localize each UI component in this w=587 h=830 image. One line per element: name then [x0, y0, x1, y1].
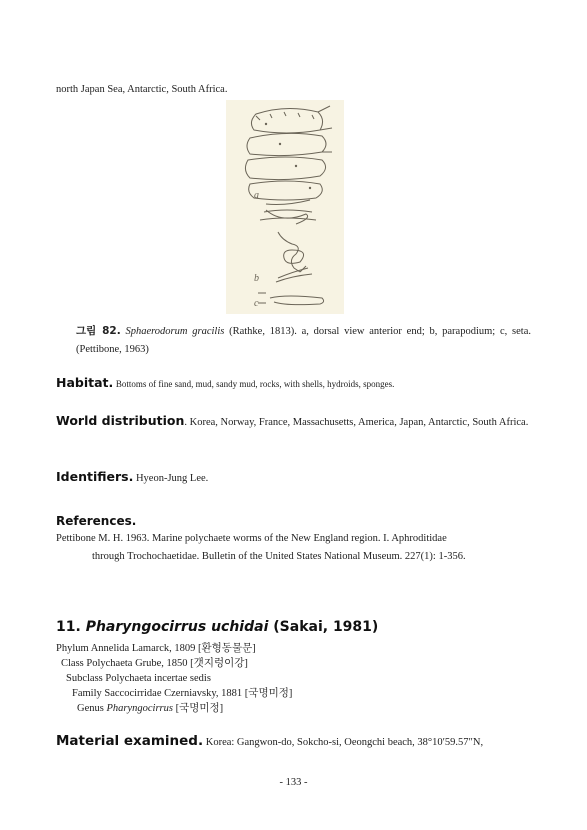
figure-label-b: b [254, 273, 259, 284]
taxonomy-class: Class Polychaeta Grube, 1850 [갯지렁이강] [61, 658, 248, 669]
habitat-text: Bottoms of fine sand, mud, sandy mud, rocks, with shells, hydroids, sponges. [115, 379, 395, 389]
section-author: (Sakai, 1981) [273, 619, 379, 635]
section-heading [56, 618, 378, 636]
references-heading: References. [56, 514, 137, 528]
genus-name: Pharyngocirrus [106, 703, 173, 714]
specimen-figure [226, 100, 344, 314]
genus-suffix: [국명미정] [175, 703, 224, 714]
taxonomy-phylum: Phylum Annelida Lamarck, 1809 [환형동물문] [56, 643, 256, 654]
page-number: - 133 - [279, 777, 308, 788]
figure-label-c: c [254, 298, 259, 309]
habitat-label: Habitat. [56, 375, 114, 390]
identifiers-label: Identifiers. [56, 469, 134, 484]
intro-text: north Japan Sea, Antarctic, South Africa. [56, 84, 228, 95]
genus-prefix: Genus [77, 703, 104, 714]
habitat-paragraph [56, 374, 532, 394]
taxonomy-subclass: Subclass Polychaeta incertae sedis [66, 673, 211, 684]
taxonomy-family: Family Saccocirridae Czerniavsky, 1881 [국명미정] [72, 688, 293, 699]
figure-caption [76, 322, 531, 359]
taxonomy-genus [77, 702, 223, 716]
identifiers-paragraph [56, 468, 532, 488]
figure-label-a: a [254, 190, 259, 201]
caption-number: 그림 82. [76, 325, 121, 337]
identifiers-text: Hyeon-Jung Lee. [135, 473, 209, 484]
reference-entry [56, 530, 532, 566]
distribution-text: . Korea, Norway, France, Massachusetts, America, Japan, Antarctic, South Africa. [184, 417, 529, 428]
distribution-paragraph [56, 412, 532, 432]
section-number: 11. [56, 619, 81, 635]
material-paragraph [56, 732, 532, 752]
reference-first-line: Pettibone M. H. 1963. Marine polychaete worms of the New England region. I. Aphroditidae [56, 533, 447, 544]
caption-species: Sphaerodorum gracilis [125, 326, 225, 337]
section-species: Pharyngocirrus uchidai [85, 619, 269, 635]
caption-text: (Rathke, 1813). a, dorsal view anterior end; b, parapodium; c, seta. (Pettibone, 1963) [76, 326, 531, 355]
reference-continuation: through Trochochaetidae. Bulletin of the United States National Museum. 227(1): 1-356. [92, 551, 466, 562]
specimen-drawing [226, 100, 344, 314]
material-text: Korea: Gangwon-do, Sokcho-si, Oeongchi beach, 38°10′59.57″N, [205, 737, 484, 748]
material-label: Material examined. [56, 733, 204, 749]
distribution-label: World distribution [56, 413, 185, 428]
